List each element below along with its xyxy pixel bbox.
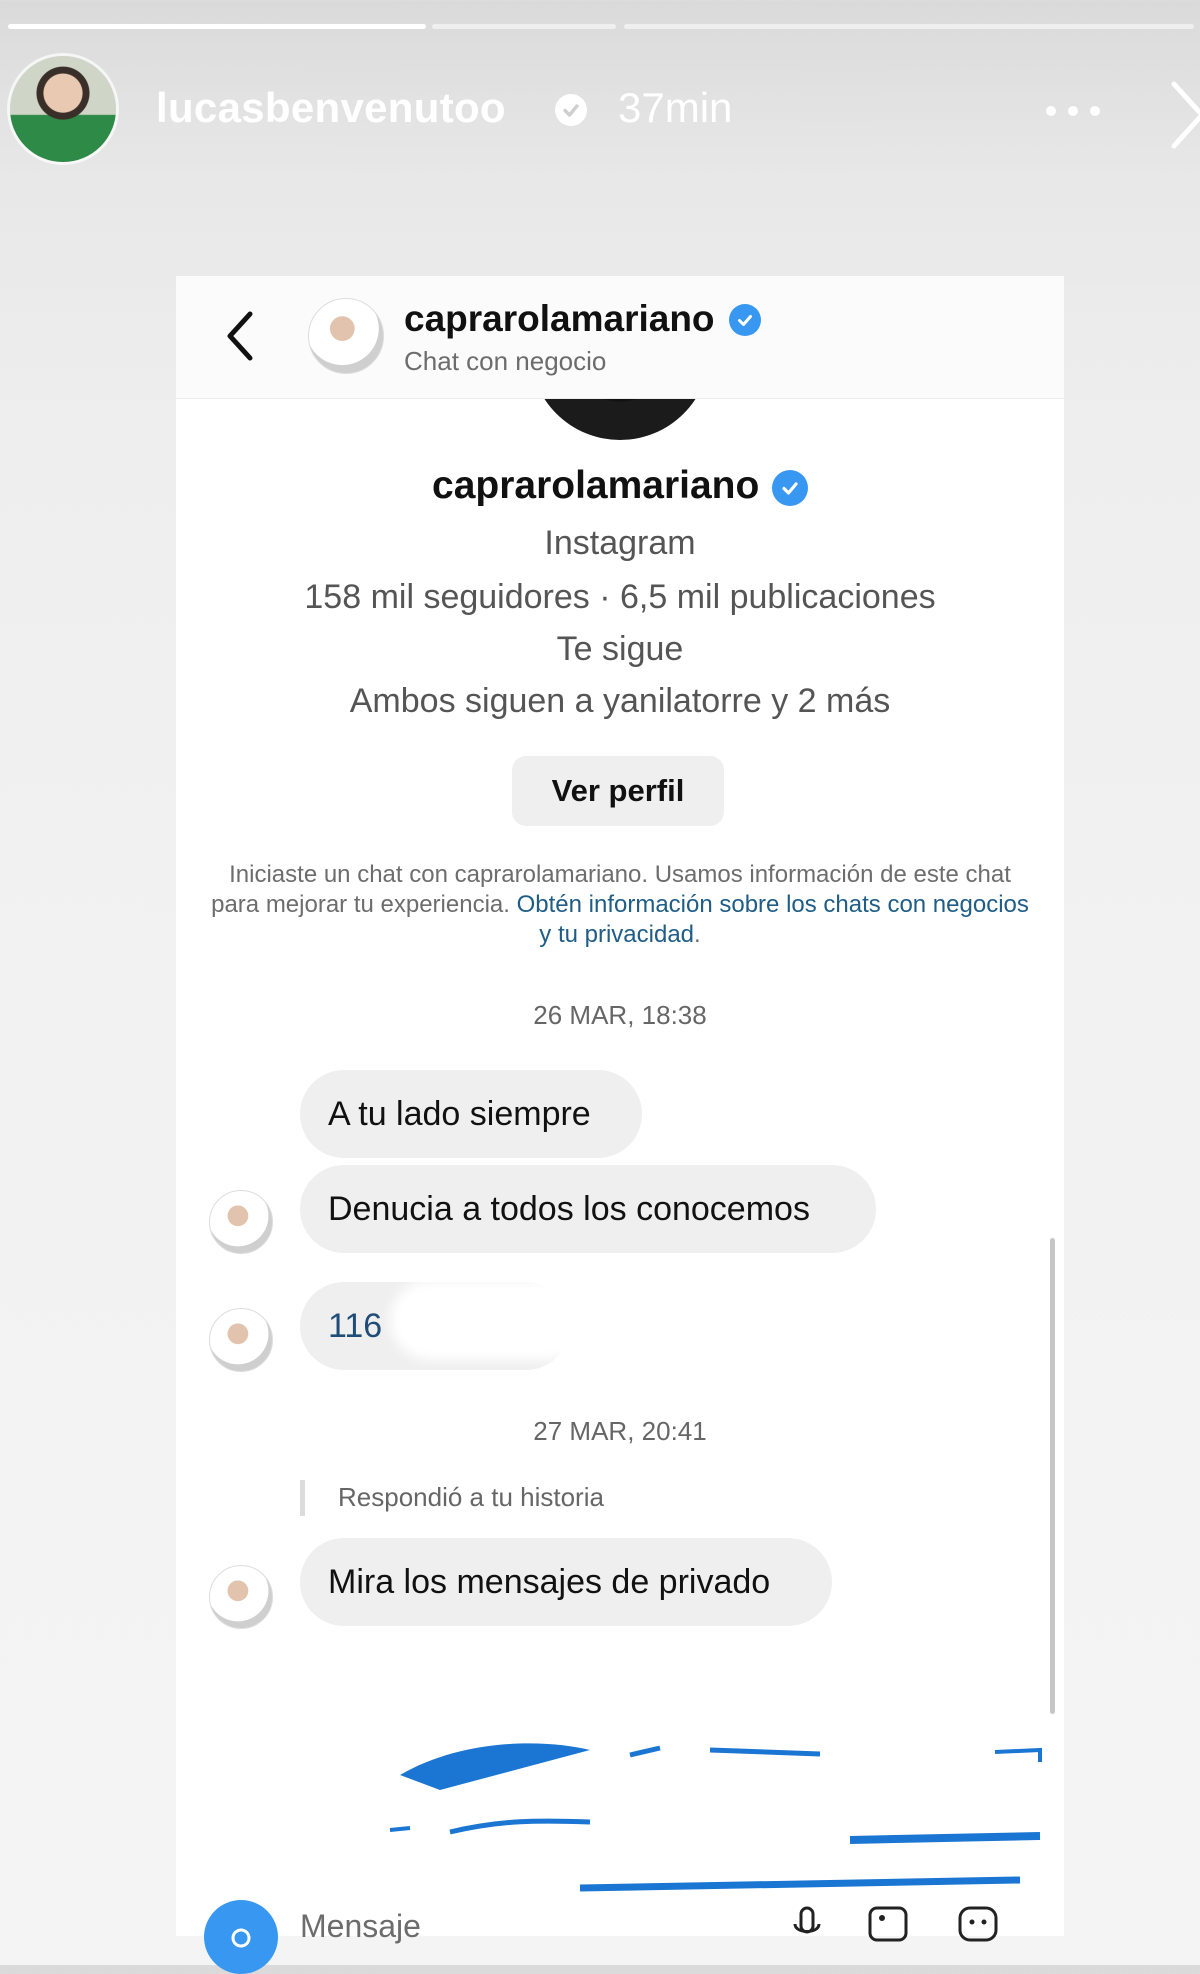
header-name[interactable]: caprarolamariano [404,298,715,339]
story-progress-3 [624,24,1194,29]
scrollbar[interactable] [1050,1238,1055,1714]
profile-platform: Instagram [544,524,696,562]
microphone-icon[interactable] [786,1902,830,1946]
back-arrow-icon[interactable] [222,308,262,364]
message-avatar[interactable] [209,1565,273,1629]
censor-mark [390,1280,590,1360]
header-subtitle: Chat con negocio [404,346,607,376]
more-horizontal-icon[interactable] [1046,106,1106,116]
story-avatar[interactable] [10,56,116,162]
profile-name: caprarolamariano [432,464,760,507]
story-progress-2 [432,24,616,29]
story-time: 37min [618,84,733,131]
info-text: Iniciaste un chat con caprarolamariano. Usamos información de este chat para mejorar tu experiencia. [211,861,1011,918]
message-text: Mira los mensajes de privado [328,1562,771,1601]
verified-badge-icon [772,470,808,506]
profile-mutual: Ambos siguen a yanilatorre y 2 más [349,682,891,720]
gallery-icon[interactable] [866,1902,910,1946]
message-avatar[interactable] [209,1308,273,1372]
censor-scribble [380,1720,1070,1900]
message-bubble[interactable] [300,1165,876,1253]
message-text: Denucia a todos los conocemos [328,1189,810,1228]
business-chat-info [206,860,1034,950]
story-progress-1 [8,24,426,29]
story-username[interactable]: lucasbenvenutoo [156,84,506,131]
story-progress-fill [8,24,426,29]
info-tail: . [694,921,701,948]
reply-indicator [300,1480,305,1516]
profile-follows-you: Te sigue [556,630,684,668]
profile-stats: 158 mil seguidores · 6,5 mil publicaciones [304,578,936,616]
verified-badge-icon [555,94,587,126]
view-profile-button[interactable]: Ver perfil [512,756,724,826]
camera-icon[interactable] [204,1900,278,1974]
header-avatar[interactable] [308,298,384,374]
message-text: 116 [328,1306,383,1345]
verified-badge-icon [729,304,761,336]
message-bubble[interactable] [300,1070,642,1158]
message-avatar[interactable] [209,1190,273,1254]
timestamp: 26 MAR, 18:38 [533,1000,707,1030]
story-reply-label: Respondió a tu historia [338,1482,604,1512]
message-input[interactable]: Mensaje [300,1908,421,1944]
privacy-link[interactable]: Obtén información sobre los chats con negocios y tu privacidad [516,891,1029,948]
chevron-right-icon[interactable] [1168,80,1200,150]
message-bubble[interactable] [300,1538,832,1626]
sticker-icon[interactable] [956,1902,1000,1946]
timestamp: 27 MAR, 20:41 [533,1416,707,1446]
message-text: A tu lado siempre [328,1094,591,1133]
